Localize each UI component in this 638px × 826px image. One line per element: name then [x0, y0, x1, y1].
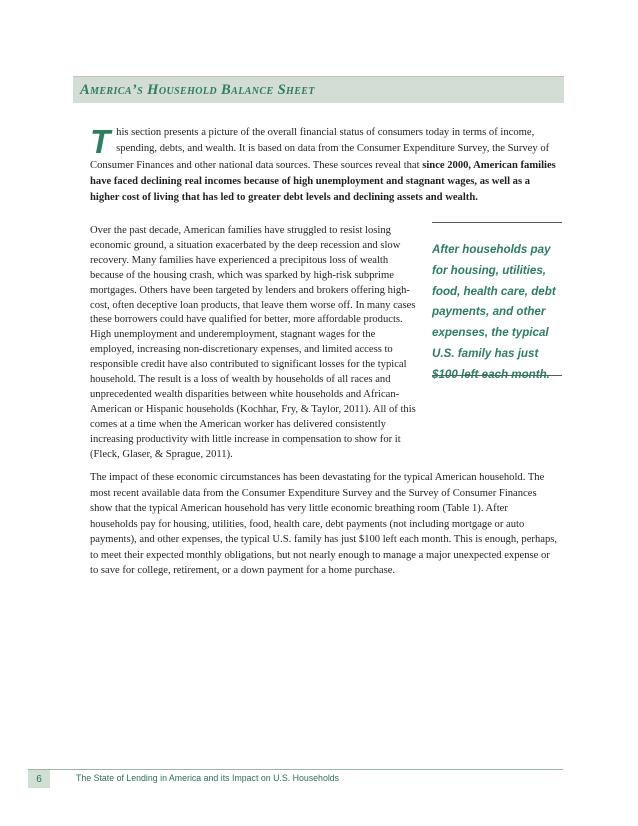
intro-paragraph — [90, 125, 560, 206]
section-title: America’s Household Balance Sheet — [80, 81, 315, 98]
intro-text-bold: since 2000, American families have faced declining real incomes because of high unemployment and stagnant wages, as well as a higher cost of living that has led to greater debt levels and declining assets and wealth. — [90, 159, 556, 204]
paragraph-1-text: Over the past decade, American families have struggled to resist losing economic ground, a situation exacerbated by the deep recession and slow recovery. Many families have experienced a precipitous loss of wealth because of the housing crash, which was sparked by high-risk subprime mortgages. Others have been targeted by lenders and brokers offering high-cost, often deceptive loan products, that leave them worse off. In many cases these borrowers could have qualified for better, more affordable products. High unemployment and underemployment, stagnant wages for the employed, increasing non-discretionary expenses, and limited access to responsible credit have also contributed to significant losses for the typical household. The result is a loss of wealth by households of all races and unprecedented wealth disparities between white households and African-American or Hispanic households (Kochhar, Fry, & Taylor, 2011). All of this comes at a time when the American worker has delivered consistently increasing productivity with little increase in compensation to show for it (Fleck, Glaser, & Sprague, 2011). — [90, 225, 416, 460]
intro-text-regular: his section presents a picture of the overall financial status of consumers today in terms of income, spending, debts, and wealth. It is based on data from the Consumer Expenditure Survey, the Survey of Consumer Finances and other national data sources. These sources reveal that — [90, 127, 550, 171]
footer-rule — [28, 769, 563, 770]
footer-title: The State of Lending in America and its Impact on U.S. Households — [76, 773, 340, 783]
pull-quote — [432, 222, 562, 381]
page-number-text: 6 — [36, 773, 42, 785]
page-number — [28, 770, 50, 788]
pull-quote-text: After households pay for housing, utilities, food, health care, debt payments, and other expenses, the typical U.S. family has just $100 left each month. — [432, 243, 556, 381]
paragraph-2-text: The impact of these economic circumstances has been devastating for the typical American household. The most recent available data from the Consumer Expenditure Survey and the Survey of Consumer Finances show that the typical American household has very little economic breathing room (Table 1). After households pay for housing, utilities, food, health care, debt payments (not including mortgage or auto payments), and other expenses, the typical U.S. family has just $100 left each month. This is enough, perhaps, to meet their expected monthly obligations, but not nearly enough to manage a major unexpected expense or to save for college, retirement, or a down payment for a home purchase. — [90, 472, 558, 576]
body-paragraph-2 — [90, 470, 558, 579]
section-banner — [73, 76, 564, 103]
intro-text — [90, 125, 560, 206]
body-paragraph-1 — [90, 224, 420, 463]
drop-cap: T — [90, 123, 111, 160]
